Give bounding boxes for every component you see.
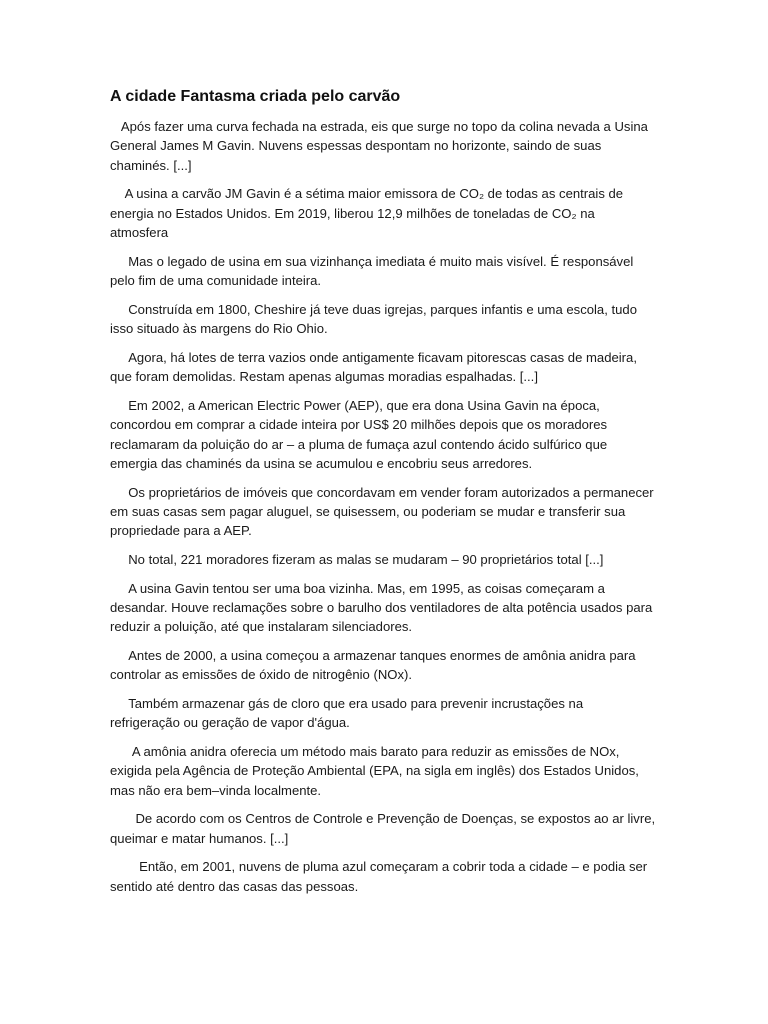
- document-title: A cidade Fantasma criada pelo carvão: [110, 88, 401, 105]
- paragraph: De acordo com os Centros de Controle e Prevenção de Doenças, se expostos ao ar livre, queimar e matar humanos. [...]: [110, 811, 659, 846]
- paragraph: Antes de 2000, a usina começou a armazenar tanques enormes de amônia anidra para controlar as emissões de óxido de nitrogênio (NOx).: [110, 648, 640, 683]
- paragraph: Após fazer uma curva fechada na estrada, eis que surge no topo da colina nevada a Usina General James M Gavin. Nuvens espessas despontam no horizonte, saindo de suas chaminés. [...]: [110, 119, 652, 173]
- paragraph: Construída em 1800, Cheshire já teve duas igrejas, parques infantis e uma escola, tudo isso situado às margens do Rio Ohio.: [110, 301, 641, 337]
- paragraph: Então, em 2001, nuvens de pluma azul começaram a cobrir toda a cidade – e podia ser sentido até dentro das casas das pessoas.: [110, 859, 651, 894]
- paragraph: A usina a carvão JM Gavin é a sétima maior emissora de CO₂ de todas as centrais de energia no Estados Unidos. Em 2019, liberou 12,9 milhões de toneladas de CO₂ na atmosfera: [110, 186, 627, 241]
- paragraph: Os proprietários de imóveis que concordavam em vender foram autorizados a permanecer em suas casas sem pagar aluguel, se quisessem, ou poderiam se mudar e transferir sua propriedade para a AEP.: [110, 484, 658, 539]
- paragraph: A usina Gavin tentou ser uma boa vizinha. Mas, em 1995, as coisas começaram a desandar. Houve reclamações sobre o barulho dos ventiladores de alta potência usados para reduzir a poluição, até que instalaram silenciadores.: [110, 580, 656, 635]
- paragraph: Em 2002, a American Electric Power (AEP), que era dona Usina Gavin na época, concordou em comprar a cidade inteira por US$ 20 milhões depois que os moradores reclamaram da poluição do ar – a pluma de fumaça azul contendo ácido sulfúrico que emergia das chaminés da usina se acumulou e encobriu seus arredores.: [110, 397, 611, 472]
- paragraph: A amônia anidra oferecia um método mais barato para reduzir as emissões de NOx, exigida pela Agência de Proteção Ambiental (EPA, na sigla em inglês) dos Estados Unidos, mas não era bem–vinda localmente.: [110, 744, 643, 798]
- paragraph: Agora, há lotes de terra vazios onde antigamente ficavam pitorescas casas de madeira, que foram demolidas. Restam apenas algumas moradias espalhadas. [...]: [110, 349, 641, 385]
- paragraph: Mas o legado de usina em sua vizinhança imediata é muito mais visível. É responsável pelo fim de uma comunidade inteira.: [110, 253, 637, 289]
- paragraph: No total, 221 moradores fizeram as malas se mudaram – 90 proprietários total [...]: [110, 552, 604, 568]
- paragraph: Também armazenar gás de cloro que era usado para prevenir incrustações na refrigeração ou geração de vapor d'água.: [110, 696, 587, 731]
- document-page: [110, 86, 659, 905]
